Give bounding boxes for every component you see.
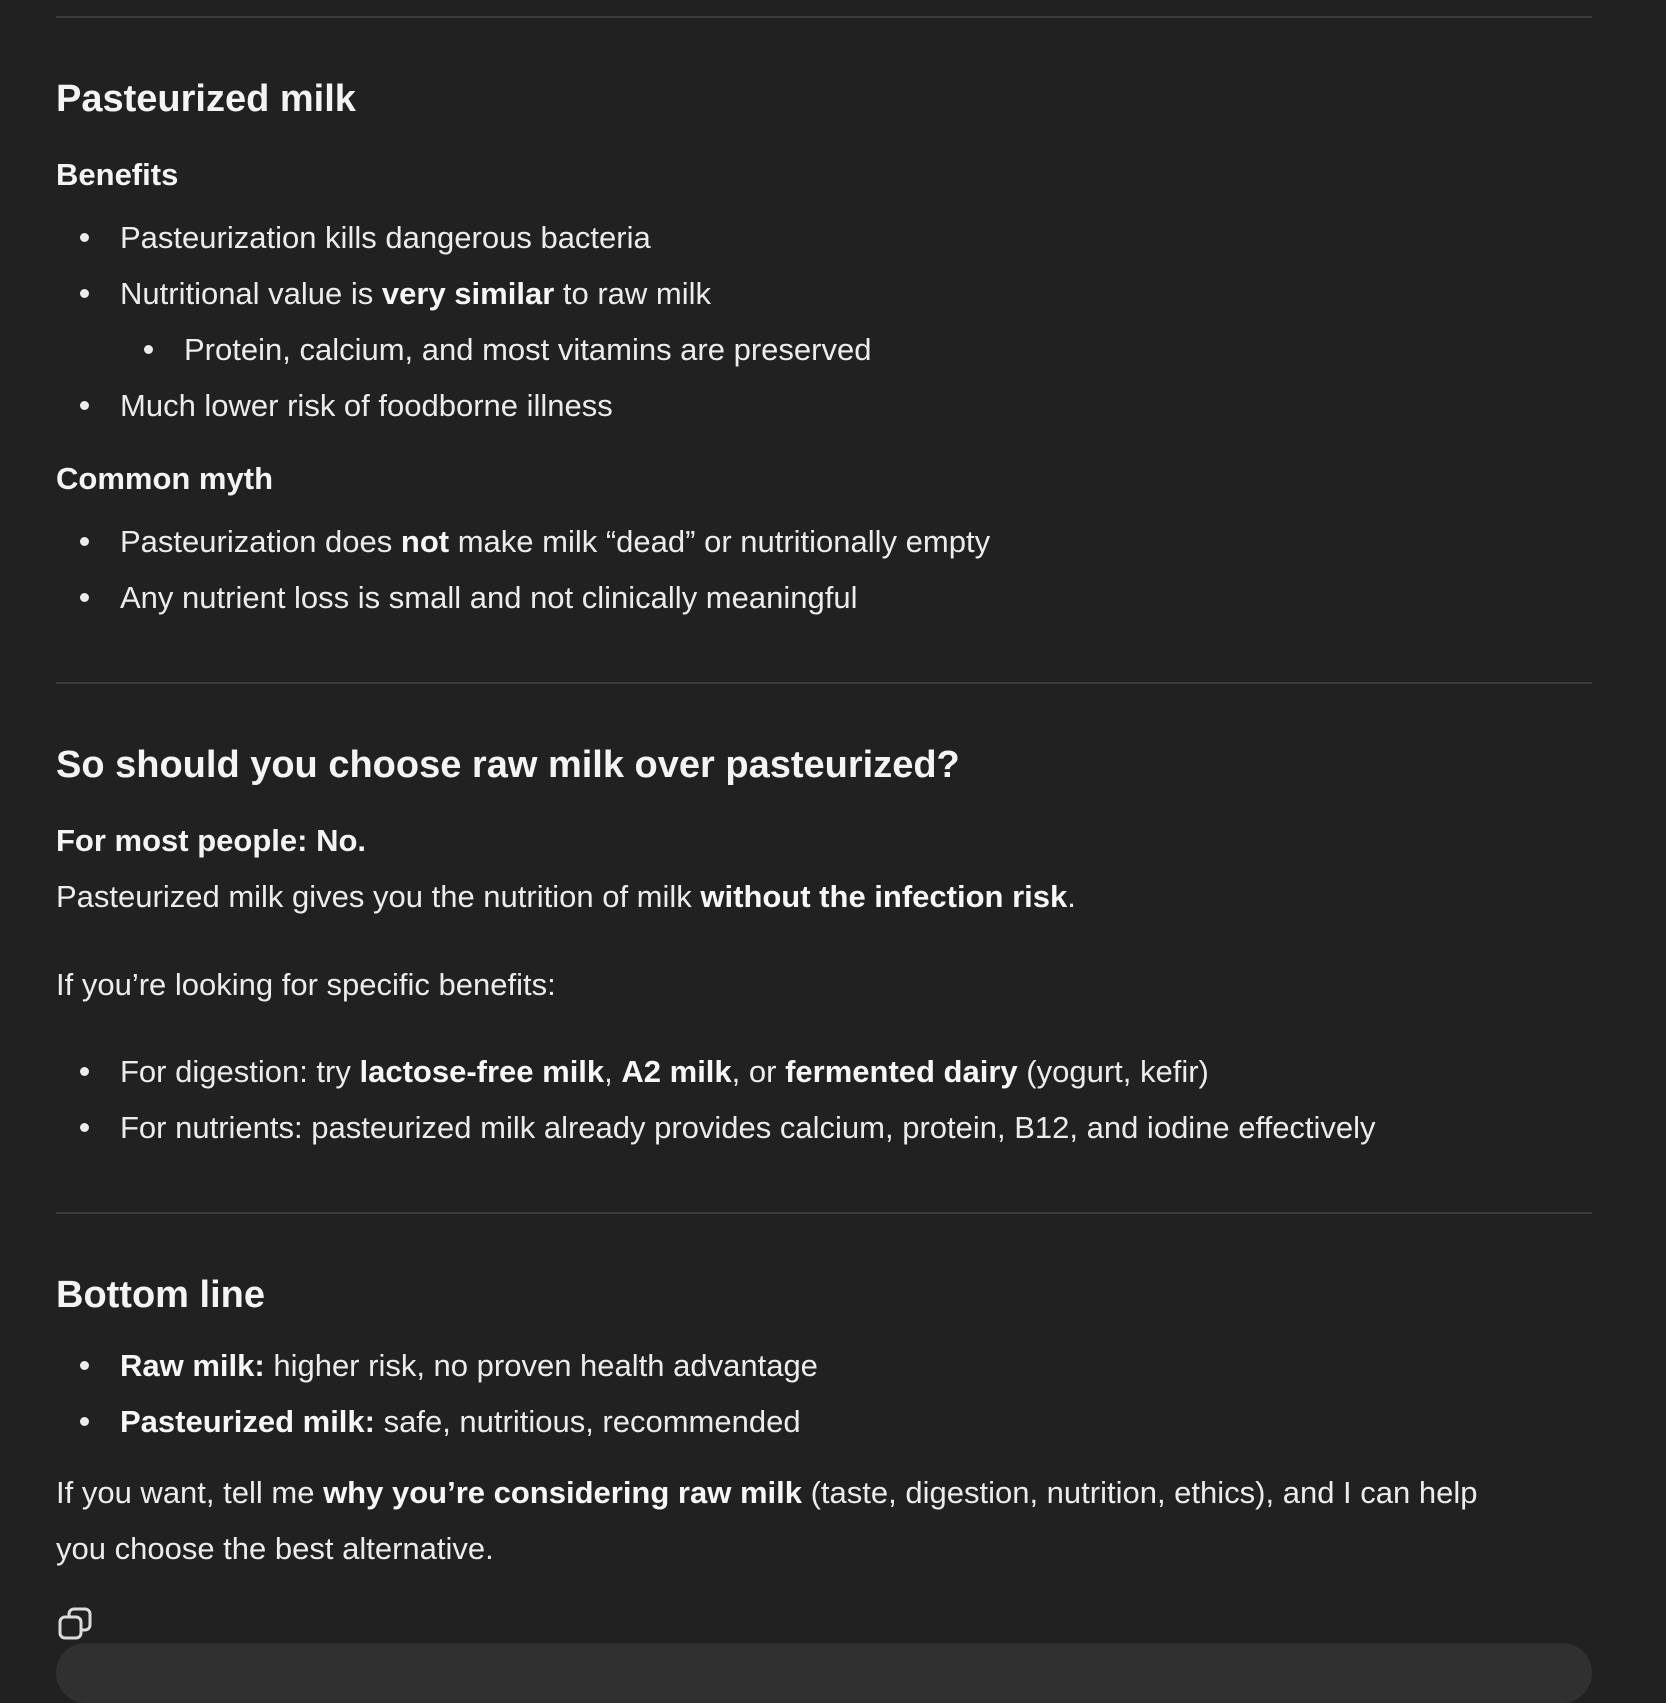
copy-button[interactable] — [56, 1604, 96, 1644]
heading-pasteurized-milk: Pasteurized milk — [56, 78, 356, 120]
answer-explanation: Pasteurized milk gives you the nutrition of milk without the infection risk. — [56, 879, 1076, 914]
bullet-dot — [80, 537, 89, 546]
bullet-dot — [80, 1123, 89, 1132]
heading-benefits: Benefits — [56, 157, 179, 192]
answer-text: For most people: No. — [56, 823, 366, 858]
list-item-text: Pasteurized milk: safe, nutritious, recommended — [120, 1404, 801, 1439]
bullet-dot — [80, 233, 89, 242]
bullet-dot — [80, 593, 89, 602]
list-item-text: Pasteurization does not make milk “dead” or nutritionally empty — [120, 524, 991, 559]
list-item-text: For digestion: try lactose-free milk, A2 milk, or fermented dairy (yogurt, kefir) — [120, 1054, 1209, 1089]
list-item-text: Protein, calcium, and most vitamins are preserved — [184, 332, 872, 367]
list-item-text: Much lower risk of foodborne illness — [120, 388, 613, 423]
benefits-intro: If you’re looking for specific benefits: — [56, 967, 556, 1002]
closing-line-1: If you want, tell me why you’re considering raw milk (taste, digestion, nutrition, ethics), and I can help — [56, 1475, 1478, 1510]
list-item-text: Pasteurization kills dangerous bacteria — [120, 220, 651, 255]
list-item-text: Any nutrient loss is small and not clinically meaningful — [120, 580, 858, 615]
list-item-text: Nutritional value is very similar to raw milk — [120, 276, 712, 311]
section-divider — [56, 1212, 1592, 1214]
message-composer[interactable] — [56, 1643, 1592, 1703]
heading-should-you-choose: So should you choose raw milk over pasteurized? — [56, 744, 960, 786]
section-divider — [56, 682, 1592, 684]
bullet-dot — [80, 1067, 89, 1076]
list-item-text: Raw milk: higher risk, no proven health advantage — [120, 1348, 818, 1383]
bullet-dot — [80, 401, 89, 410]
bullet-dot — [80, 289, 89, 298]
bullet-dot — [144, 345, 153, 354]
copy-icon — [56, 1604, 96, 1644]
heading-common-myth: Common myth — [56, 461, 273, 496]
heading-bottom-line: Bottom line — [56, 1274, 265, 1316]
closing-line-2: you choose the best alternative. — [56, 1531, 494, 1566]
bullet-dot — [80, 1361, 89, 1370]
list-item-text: For nutrients: pasteurized milk already provides calcium, protein, B12, and iodine effectively — [120, 1110, 1376, 1145]
section-divider — [56, 16, 1592, 18]
bullet-dot — [80, 1417, 89, 1426]
